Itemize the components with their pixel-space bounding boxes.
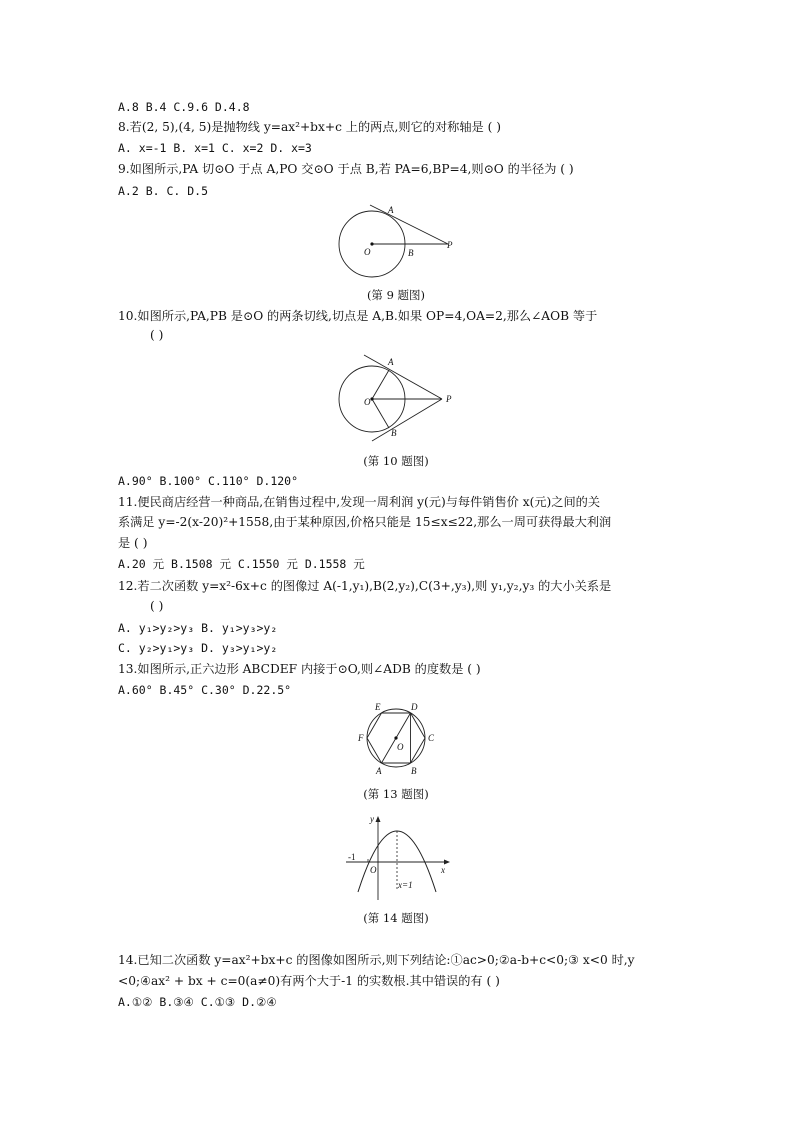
q8-stem: 8.若(2, 5),(4, 5)是抛物线 y=ax²+bx+c 上的两点,则它的对称轴是 ( ) bbox=[118, 120, 501, 134]
fig9-label-O: O bbox=[364, 247, 371, 257]
q8-options: A. x=-1 B. x=1 C. x=2 D. x=3 bbox=[118, 141, 312, 155]
q10-stem-1: 10.如图所示,PA,PB 是⊙O 的两条切线,切点是 A,B.如果 OP=4,OA=2,那么∠AOB 等于 bbox=[118, 309, 598, 323]
fig10-label-O: O bbox=[364, 397, 371, 407]
fig9-label-P: P bbox=[447, 240, 453, 250]
q14-stem-2: <0;④ax² + bx + c=0(a≠0)有两个大于-1 的实数根.其中错误的有 ( ) bbox=[118, 974, 500, 988]
q9-options: A.2 B. C. D.5 bbox=[118, 184, 209, 198]
fig13-label-C: C bbox=[428, 733, 435, 743]
fig13-label-O: O bbox=[397, 742, 404, 752]
fig14-y-arrow bbox=[376, 816, 381, 822]
figure-14 bbox=[340, 812, 455, 902]
q9-stem: 9.如图所示,PA 切⊙O 于点 A,PO 交⊙O 于点 B,若 PA=6,BP=4,则⊙O 的半径为 ( ) bbox=[118, 162, 574, 176]
fig14-label-y: y bbox=[370, 814, 374, 824]
fig14-caption: (第 14 题图) bbox=[363, 911, 429, 925]
fig10-caption: (第 10 题图) bbox=[363, 454, 429, 468]
figure-13 bbox=[350, 700, 450, 782]
fig13-label-A: A bbox=[376, 766, 382, 776]
fig13-center-dot bbox=[394, 736, 397, 739]
fig10-radius-OB bbox=[372, 399, 389, 428]
fig14-label-axis: x=1 bbox=[398, 880, 413, 890]
fig9-label-A: A bbox=[388, 205, 394, 215]
fig10-label-P: P bbox=[446, 394, 452, 404]
q13-options: A.60° B.45° C.30° D.22.5° bbox=[118, 683, 292, 697]
fig13-caption: (第 13 题图) bbox=[363, 787, 429, 801]
q12-stem-2: ( ) bbox=[150, 599, 164, 613]
figure-9 bbox=[330, 200, 470, 290]
fig9-center-dot bbox=[370, 242, 373, 245]
q10-stem-2: ( ) bbox=[150, 328, 164, 342]
q14-options: A.①② B.③④ C.①③ D.②④ bbox=[118, 995, 277, 1009]
fig9-label-B: B bbox=[408, 248, 414, 258]
fig14-label-O: O bbox=[370, 865, 377, 875]
fig14-x-arrow bbox=[444, 860, 450, 865]
q7-options: A.8 B.4 C.9.6 D.4.8 bbox=[118, 100, 250, 114]
q10-options: A.90° B.100° C.110° D.120° bbox=[118, 474, 299, 488]
fig13-label-F: F bbox=[358, 733, 364, 743]
q11-stem-2: 系满足 y=-2(x-20)²+1558,由于某种原因,价格只能是 15≤x≤22,那么一周可获得最大利润 bbox=[118, 515, 612, 529]
fig10-radius-OA bbox=[372, 370, 389, 399]
q12-options-ab: A. y₁>y₂>y₃ B. y₁>y₃>y₂ bbox=[118, 621, 278, 635]
fig10-label-A: A bbox=[388, 357, 394, 367]
fig14-label-neg1: -1 bbox=[348, 852, 356, 862]
fig9-caption: (第 9 题图) bbox=[366, 288, 426, 302]
fig13-label-B: B bbox=[411, 766, 417, 776]
fig10-label-B: B bbox=[391, 428, 397, 438]
figure-10 bbox=[330, 353, 470, 448]
q11-options: A.20 元 B.1508 元 C.1550 元 D.1558 元 bbox=[118, 557, 365, 571]
fig13-label-E: E bbox=[375, 702, 381, 712]
fig10-tangent-PB bbox=[372, 399, 442, 441]
fig14-label-x: x bbox=[441, 865, 445, 875]
q12-stem-1: 12.若二次函数 y=x²-6x+c 的图像过 A(-1,y₁),B(2,y₂),C(3+,y₃),则 y₁,y₂,y₃ 的大小关系是 bbox=[118, 579, 612, 593]
q13-stem: 13.如图所示,正六边形 ABCDEF 内接于⊙O,则∠ADB 的度数是 ( ) bbox=[118, 662, 481, 676]
q11-stem-3: 是 ( ) bbox=[118, 536, 148, 550]
q11-stem-1: 11.便民商店经营一种商品,在销售过程中,发现一周利润 y(元)与每件销售价 x(元)之间的关 bbox=[118, 495, 601, 509]
q12-options-cd: C. y₂>y₁>y₃ D. y₃>y₁>y₂ bbox=[118, 641, 278, 655]
fig10-center-dot bbox=[370, 397, 373, 400]
fig13-label-D: D bbox=[411, 702, 418, 712]
q14-stem-1: 14.已知二次函数 y=ax²+bx+c 的图像如图所示,则下列结论:①ac>0;②a-b+c<0;③ x<0 时,y bbox=[118, 953, 635, 967]
fig9-tangent-PA bbox=[370, 205, 448, 244]
